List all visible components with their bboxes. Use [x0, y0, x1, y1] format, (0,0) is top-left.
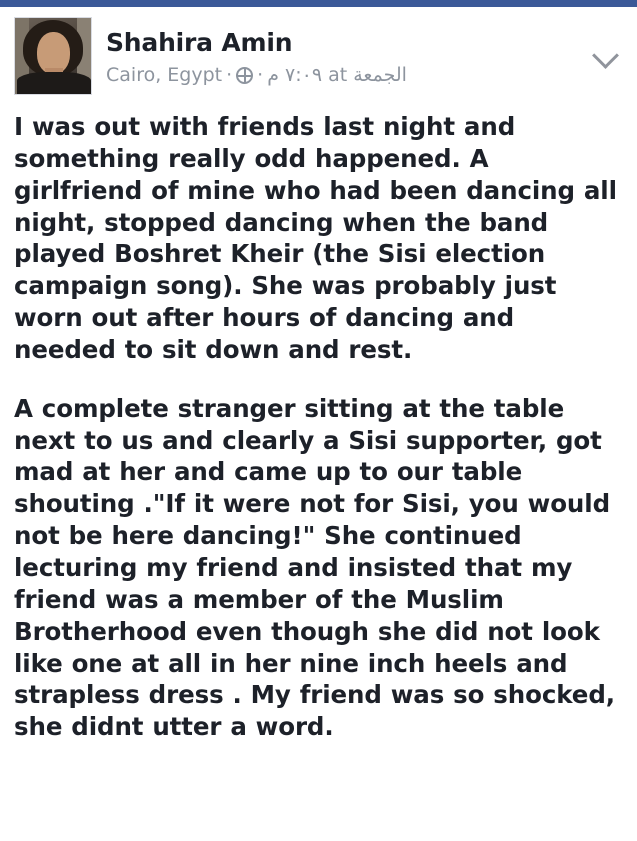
post-header	[14, 17, 623, 95]
chevron-down-icon[interactable]	[593, 41, 619, 67]
meta-separator-2: ·	[257, 63, 264, 86]
post-meta	[106, 64, 623, 88]
avatar[interactable]	[14, 17, 92, 95]
post-body	[14, 111, 623, 743]
meta-separator-1: ·	[226, 63, 233, 86]
post-location[interactable]: Cairo, Egypt	[106, 63, 223, 86]
post-header-text	[106, 17, 623, 88]
avatar-shoulders	[17, 72, 91, 94]
paragraph-spacer	[14, 366, 623, 393]
app-brand-bar	[0, 0, 637, 7]
facebook-post	[0, 7, 637, 743]
post-author-name[interactable]: Shahira Amin	[106, 28, 293, 57]
post-paragraph-2: A complete stranger sitting at the table next to us and clearly a Sisi supporter, got mad at her and came up to our table shouting ."If it were not for Sisi, you would not be here dancing!" She continued lecturing my friend and insisted that my friend was a member of the Muslim Brotherhood even though she did not look like one at all in her nine inch heels and strapless dress . My friend was so shocked, she didnt utter a word.	[14, 393, 615, 742]
globe-icon[interactable]	[236, 67, 253, 84]
post-paragraph-1: I was out with friends last night and something really odd happened. A girlfriend of mine who had been dancing all night, stopped dancing when the band played Boshret Kheir (the Sisi election campaign song). She was probably just worn out after hours of dancing and needed to sit down and rest.	[14, 112, 617, 364]
post-timestamp[interactable]: الجمعة at ٧:٠٩ م	[267, 63, 407, 86]
